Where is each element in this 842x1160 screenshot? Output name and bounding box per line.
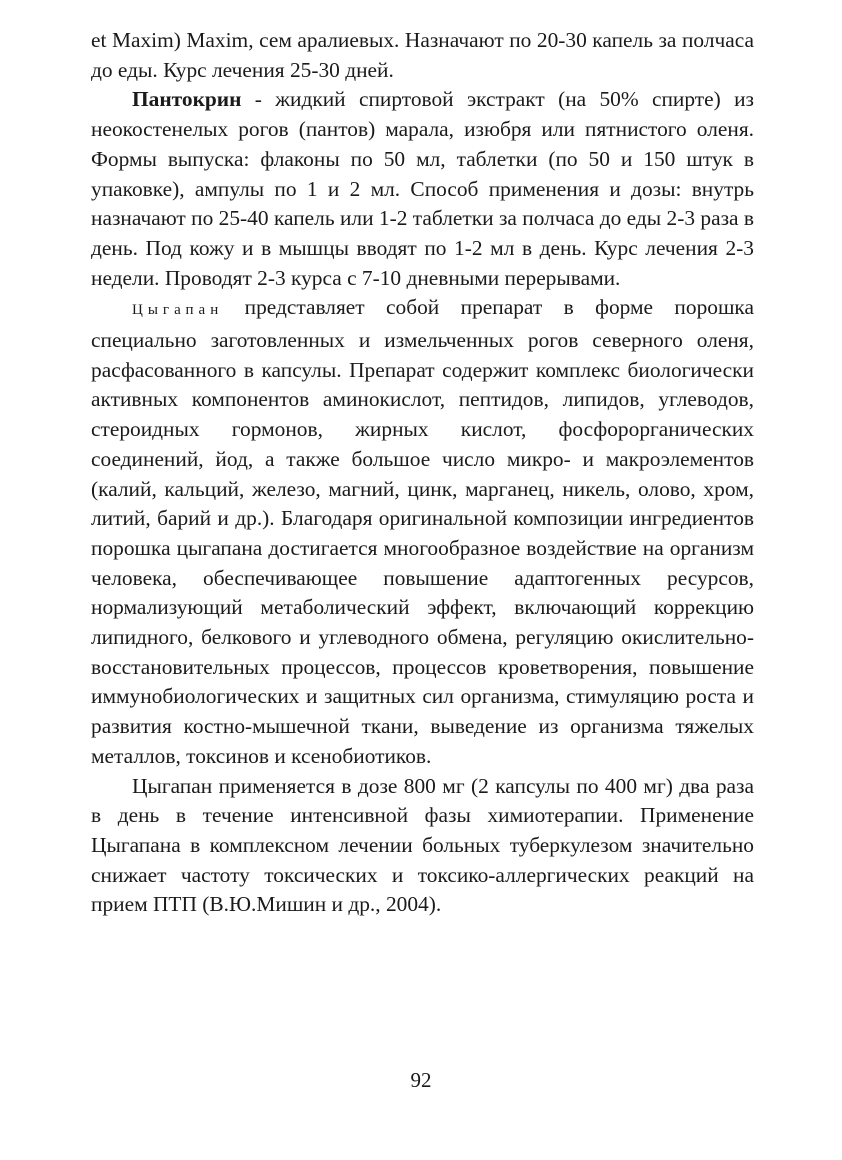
paragraph-pantokrin: [91, 85, 754, 293]
term-pantokrin: Пантокрин: [132, 87, 242, 112]
paragraph-tsygapan-usage: [91, 772, 754, 921]
paragraph-continuation: [91, 26, 754, 85]
page-number: 92: [410, 1068, 432, 1092]
paragraph-tsygapan-usage-text: Цыгапан применяется в дозе 800 мг (2 капсулы по 400 мг) два раза в день в течение интенсивной фазы химиотерапии. Применение Цыгапана в комплексном лечении больных туберкулезом значительно снижает частоту токсических и токсико-аллергических реакций на прием ПТП (В.Ю.Мишин и др., 2004).: [91, 773, 754, 917]
paragraph-continuation-text: et Maxim) Maxim, сем аралиевых. Назначают по 20-30 капель за полчаса до еды. Курс лечения 25-30 дней.: [91, 28, 754, 82]
paragraph-tsygapan: [91, 293, 754, 771]
paragraph-tsygapan-text: представляет собой препарат в форме порошка специально заготовленных и измельченных рогов северного оленя, расфасованного в капсулы. Препарат содержит комплекс биологически активных компонентов аминокислот, пептидов, липидов, углеводов, стероидных гормонов, жирных кислот, фосфорорганических соединений, йод, а также большое число микро- и макроэлементов (калий, кальций, железо, магний, цинк, марганец, никель, олово, хром, литий, барий и др.). Благодаря оригинальной композиции ингредиентов порошка цыгапана достигается многообразное воздействие на организм человека, обеспечивающее повышение адаптогенных ресурсов, нормализующий метаболический эффект, включающий коррекцию липидного, белкового и углеводного обмена, регуляцию окислительно-восстановительных процессов, процессов кроветворения, повышение иммунобиологических и защитных сил организма, стимуляцию роста и развития костно-мышечной ткани, выведение из организма тяжелых металлов, токсинов и ксенобиотиков.: [91, 295, 754, 768]
paragraph-pantokrin-text: - жидкий спиртовой экстракт (на 50% спирте) из неокостенелых рогов (пантов) марала, изюбря или пятнистого оленя. Формы выпуска: флаконы по 50 мл, таблетки (по 50 и 150 штук в упаковке), ампулы по 1 и 2 мл. Способ применения и дозы: внутрь назначают по 25-40 капель или 1-2 таблетки за полчаса до еды 2-3 раза в день. Под кожу и в мышцы вводят по 1-2 мл в день. Курс лечения 2-3 недели. Проводят 2-3 курса с 7-10 дневными перерывами.: [91, 87, 754, 290]
page-body: [91, 26, 754, 920]
term-tsygapan: Цыгапан: [132, 302, 224, 319]
